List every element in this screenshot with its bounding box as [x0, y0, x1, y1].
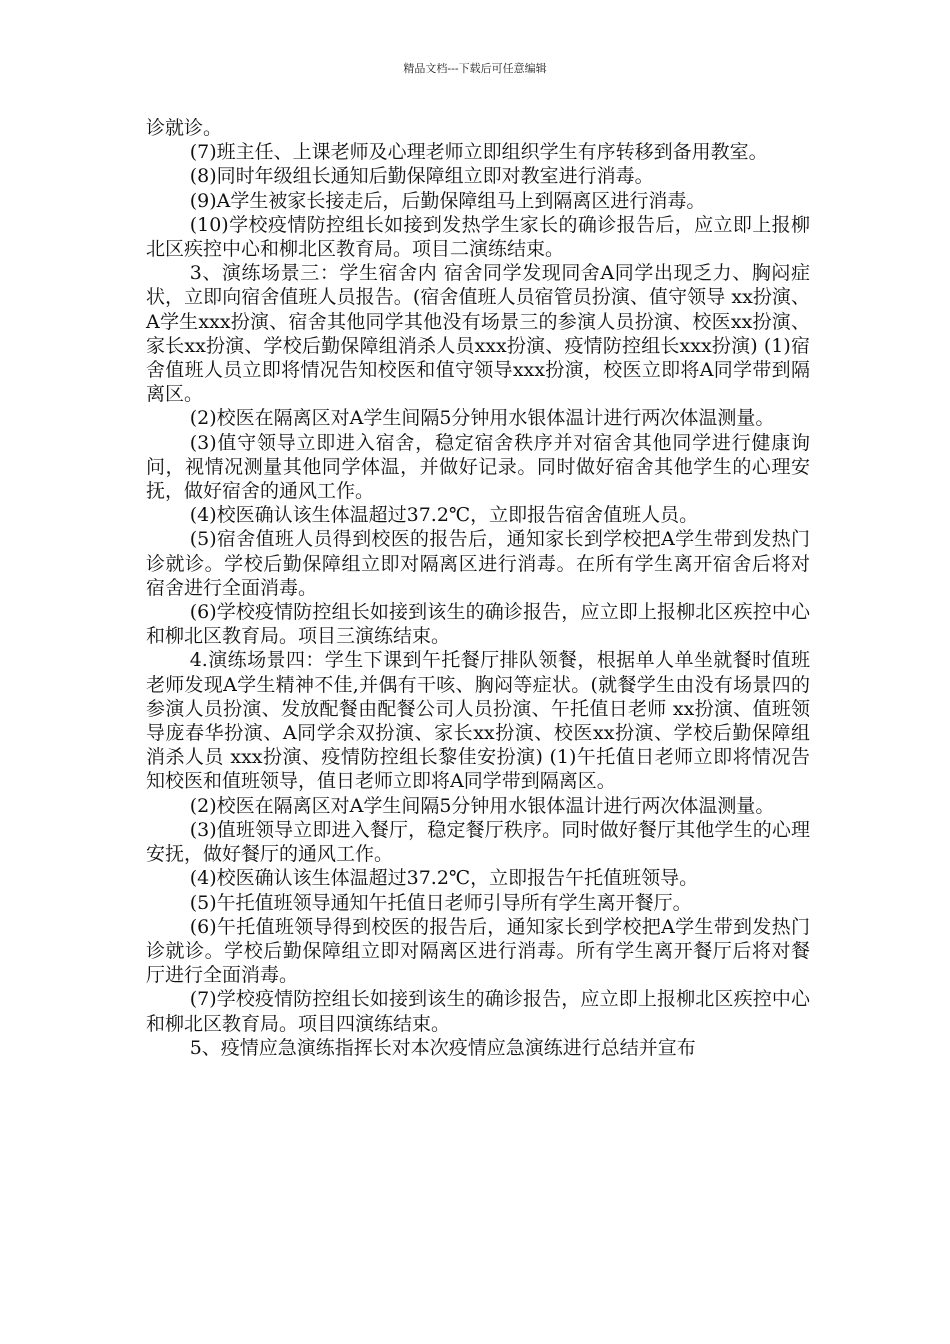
paragraph: 3、演练场景三：学生宿舍内 宿舍同学发现同舍A同学出现乏力、胸闷症状，立即向宿舍值班人员报告。(宿舍值班人员宿管员扮演、值守领导 xx扮演、A学生xxx扮演、宿舍其他同学其他没有场景三的参演人员扮演、校医xx扮演、家长xx扮演、学校后勤保障组消杀人员xxx扮演、疫情防控组长xxx扮演) (1)宿舍值班人员立即将情况告知校医和值守领导xxx扮演，校医立即将A同学带到隔离区。 [146, 262, 810, 406]
paragraph: (7)班主任、上课老师及心理老师立即组织学生有序转移到备用教室。 [189, 141, 768, 164]
paragraph: (9)A学生被家长接走后，后勤保障组马上到隔离区进行消毒。 [189, 189, 706, 212]
paragraph: (3)值守领导立即进入宿舍，稳定宿舍秩序并对宿舍其他同学进行健康询问，视情况测量其他同学体温，并做好记录。同时做好宿舍其他学生的心理安抚，做好宿舍的通风工作。 [146, 431, 810, 503]
paragraph: 4.演练场景四：学生下课到午托餐厅排队领餐，根据单人单坐就餐时值班老师发现A学生精神不佳,并偶有干咳、胸闷等症状。(就餐学生由没有场景四的参演人员扮演、发放配餐由配餐公司人员扮演、午托值日老师 xx扮演、值班领导庞春华扮演、A同学余双扮演、家长xx扮演、校医xx扮演、学校后勤保障组消杀人员 xxx扮演、疫情防控组长黎佳安扮演) (1)午托值日老师立即将情况告知校医和值班领导，值日老师立即将A同学带到隔离区。 [146, 649, 810, 793]
paragraph: (5)宿舍值班人员得到校医的报告后，通知家长到学校把A学生带到发热门诊就诊。学校后勤保障组立即对隔离区进行消毒。在所有学生离开宿舍后将对宿舍进行全面消毒。 [146, 528, 810, 599]
paragraph: 5、疫情应急演练指挥长对本次疫情应急演练进行总结并宣布 [189, 1036, 696, 1059]
paragraph: (6)午托值班领导得到校医的报告后，通知家长到学校把A学生带到发热门诊就诊。学校后勤保障组立即对隔离区进行消毒。所有学生离开餐厅后将对餐厅进行全面消毒。 [146, 915, 810, 987]
paragraph: (4)校医确认该生体温超过37.2℃，立即报告午托值班领导。 [189, 867, 699, 890]
paragraph: (6)学校疫情防控组长如接到该生的确诊报告，应立即上报柳北区疾控中心和柳北区教育局。项目三演练结束。 [146, 601, 810, 648]
page-header: 精品文档---下载后可任意编辑 [403, 62, 547, 75]
paragraph: (7)学校疫情防控组长如接到该生的确诊报告，应立即上报柳北区疾控中心和柳北区教育局。项目四演练结束。 [146, 988, 810, 1035]
paragraph: (10)学校疫情防控组长如接到发热学生家长的确诊报告后，应立即上报柳北区疾控中心和柳北区教育局。项目二演练结束。 [146, 213, 810, 261]
document-body [146, 116, 810, 1060]
paragraph: (2)校医在隔离区对A学生间隔5分钟用水银体温计进行两次体温测量。 [189, 794, 775, 817]
paragraph: (4)校医确认该生体温超过37.2℃，立即报告宿舍值班人员。 [189, 504, 699, 527]
paragraph: (3)值班领导立即进入餐厅，稳定餐厅秩序。同时做好餐厅其他学生的心理安抚，做好餐厅的通风工作。 [146, 818, 810, 866]
paragraph: (2)校医在隔离区对A学生间隔5分钟用水银体温计进行两次体温测量。 [189, 407, 775, 430]
paragraph: (8)同时年级组长通知后勤保障组立即对教室进行消毒。 [189, 165, 654, 188]
paragraph: (5)午托值班领导通知午托值日老师引导所有学生离开餐厅。 [189, 891, 692, 914]
paragraph: 诊就诊。 [146, 117, 223, 139]
